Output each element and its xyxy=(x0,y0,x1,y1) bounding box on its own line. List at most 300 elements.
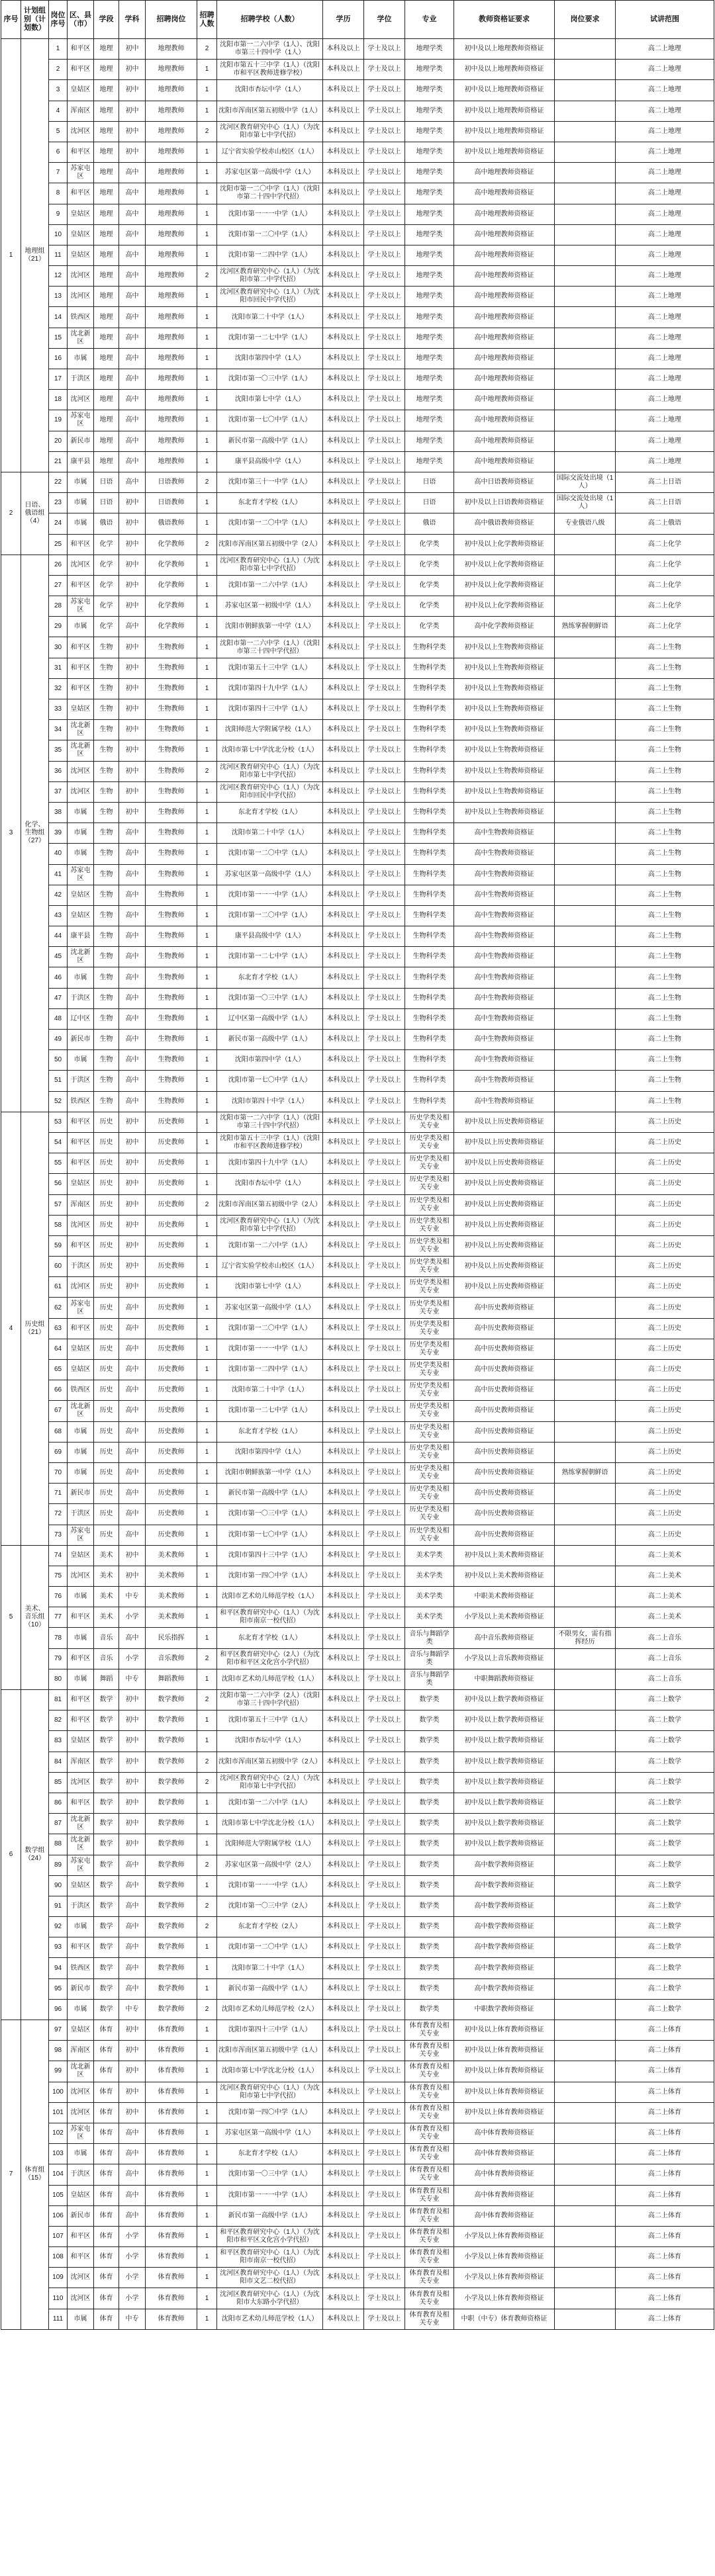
district-cell: 和平区 xyxy=(68,1112,94,1132)
district-cell: 苏家屯区 xyxy=(68,596,94,617)
position-cell: 化学教师 xyxy=(146,617,197,637)
school-cell: 沈阳市第四十中学（1人） xyxy=(217,1091,323,1112)
position-cell: 体育教师 xyxy=(146,2185,197,2205)
major-cell: 美术学类 xyxy=(405,1545,454,1566)
post-no-cell: 16 xyxy=(49,348,68,369)
requirement-cell xyxy=(555,431,616,451)
table-row xyxy=(1,101,714,121)
requirement-cell xyxy=(555,823,616,844)
degree-cell: 学士及以上 xyxy=(364,348,405,369)
district-cell: 沈河区 xyxy=(68,2102,94,2123)
subject-cell: 地理 xyxy=(94,142,119,162)
lecture-scope-cell: 高二上体育 xyxy=(616,2309,714,2329)
major-cell: 音乐与舞蹈学类 xyxy=(405,1669,454,1689)
degree-cell: 学士及以上 xyxy=(364,555,405,575)
lecture-scope-cell: 高二上生物 xyxy=(616,1091,714,1112)
stage-cell: 高中 xyxy=(119,1030,146,1050)
position-cell: 历史教师 xyxy=(146,1525,197,1545)
subject-cell: 历史 xyxy=(94,1318,119,1339)
table-row xyxy=(1,720,714,740)
district-cell: 和平区 xyxy=(68,534,94,555)
stage-cell: 高中 xyxy=(119,307,146,328)
certificate-cell: 高中地理教师资格证 xyxy=(454,451,555,472)
school-cell: 沈阳市第一〇三中学（1人） xyxy=(217,988,323,1008)
lecture-scope-cell: 高二上历史 xyxy=(616,1277,714,1298)
headcount-cell: 1 xyxy=(197,328,217,348)
post-no-cell: 63 xyxy=(49,1318,68,1339)
subject-cell: 音乐 xyxy=(94,1648,119,1669)
lecture-scope-cell: 高二上历史 xyxy=(616,1112,714,1132)
post-no-cell: 60 xyxy=(49,1257,68,1277)
degree-cell: 学士及以上 xyxy=(364,1380,405,1401)
table-row xyxy=(1,905,714,926)
post-no-cell: 56 xyxy=(49,1174,68,1194)
position-cell: 生物教师 xyxy=(146,761,197,781)
school-cell: 沈阳市第七中学沈北分校（1人） xyxy=(217,1814,323,1834)
certificate-cell: 初中及以上地理教师资格证 xyxy=(454,142,555,162)
district-cell: 皇姑区 xyxy=(68,224,94,245)
lecture-scope-cell: 高二上数学 xyxy=(616,1834,714,1855)
degree-cell: 学士及以上 xyxy=(364,1896,405,1916)
headcount-cell: 1 xyxy=(197,947,217,967)
stage-cell: 高中 xyxy=(119,410,146,431)
headcount-cell: 1 xyxy=(197,1050,217,1071)
lecture-scope-cell: 高二上体育 xyxy=(616,2205,714,2226)
post-no-cell: 35 xyxy=(49,740,68,761)
major-cell: 生物科学类 xyxy=(405,1050,454,1071)
position-cell: 日语教师 xyxy=(146,493,197,513)
lecture-scope-cell: 高二上体育 xyxy=(616,2123,714,2143)
certificate-cell: 初中及以上地理教师资格证 xyxy=(454,39,555,60)
school-cell: 沈阳市第四中学（1人） xyxy=(217,348,323,369)
requirement-cell xyxy=(555,1298,616,1318)
table-row xyxy=(1,2123,714,2143)
requirement-cell xyxy=(555,555,616,575)
major-cell: 体育教育及相关专业 xyxy=(405,2144,454,2164)
subject-cell: 生物 xyxy=(94,761,119,781)
headcount-cell: 1 xyxy=(197,2144,217,2164)
table-row xyxy=(1,163,714,183)
table-row xyxy=(1,1690,714,1710)
headcount-cell: 2 xyxy=(197,472,217,492)
table-row xyxy=(1,451,714,472)
major-cell: 数学类 xyxy=(405,1772,454,1793)
lecture-scope-cell: 高二上历史 xyxy=(616,1194,714,1215)
table-row xyxy=(1,2020,714,2041)
certificate-cell: 高中历史教师资格证 xyxy=(454,1525,555,1545)
position-cell: 生物教师 xyxy=(146,988,197,1008)
major-cell: 生物科学类 xyxy=(405,926,454,947)
headcount-cell: 1 xyxy=(197,1421,217,1442)
stage-cell: 初中 xyxy=(119,2102,146,2123)
certificate-cell: 小学及以上音乐教师资格证 xyxy=(454,1648,555,1669)
education-cell: 本科及以上 xyxy=(323,1360,364,1380)
position-cell: 化学教师 xyxy=(146,555,197,575)
subject-cell: 地理 xyxy=(94,163,119,183)
certificate-cell: 初中及以上体育教师资格证 xyxy=(454,2082,555,2102)
post-no-cell: 37 xyxy=(49,781,68,802)
subject-cell: 生物 xyxy=(94,678,119,699)
table-row xyxy=(1,1153,714,1174)
headcount-cell: 1 xyxy=(197,1360,217,1380)
degree-cell: 学士及以上 xyxy=(364,1339,405,1359)
school-cell: 沈阳市浑南区第五初级中学（2人） xyxy=(217,1752,323,1772)
subject-cell: 体育 xyxy=(94,2102,119,2123)
district-cell: 苏家屯区 xyxy=(68,1298,94,1318)
position-cell: 化学教师 xyxy=(146,596,197,617)
stage-cell: 初中 xyxy=(119,1112,146,1132)
position-cell: 地理教师 xyxy=(146,183,197,204)
table-row xyxy=(1,1937,714,1958)
subject-cell: 数学 xyxy=(94,1896,119,1916)
education-cell: 本科及以上 xyxy=(323,844,364,864)
lecture-scope-cell: 高二上数学 xyxy=(616,1917,714,1937)
degree-cell: 学士及以上 xyxy=(364,1215,405,1235)
district-cell: 苏家屯区 xyxy=(68,163,94,183)
headcount-cell: 1 xyxy=(197,369,217,390)
education-cell: 本科及以上 xyxy=(323,2102,364,2123)
subject-cell: 生物 xyxy=(94,988,119,1008)
post-no-cell: 18 xyxy=(49,390,68,410)
district-cell: 市属 xyxy=(68,617,94,637)
post-no-cell: 96 xyxy=(49,1999,68,2020)
headcount-cell: 1 xyxy=(197,1504,217,1525)
education-cell: 本科及以上 xyxy=(323,1504,364,1525)
major-cell: 生物科学类 xyxy=(405,720,454,740)
headcount-cell: 1 xyxy=(197,2268,217,2288)
school-cell: 沈阳市第七中学沈北分校（1人） xyxy=(217,740,323,761)
district-cell: 新民市 xyxy=(68,1484,94,1504)
district-cell: 和平区 xyxy=(68,142,94,162)
requirement-cell xyxy=(555,844,616,864)
degree-cell: 学士及以上 xyxy=(364,1814,405,1834)
post-no-cell: 74 xyxy=(49,1545,68,1566)
certificate-cell: 高中生物教师资格证 xyxy=(454,947,555,967)
district-cell: 浑南区 xyxy=(68,101,94,121)
district-cell: 康平县 xyxy=(68,451,94,472)
lecture-scope-cell: 高二上数学 xyxy=(616,1978,714,1999)
table-row xyxy=(1,2288,714,2309)
certificate-cell: 高中地理教师资格证 xyxy=(454,245,555,265)
table-row xyxy=(1,2205,714,2226)
education-cell: 本科及以上 xyxy=(323,1545,364,1566)
subject-cell: 历史 xyxy=(94,1484,119,1504)
requirement-cell xyxy=(555,699,616,720)
subject-cell: 体育 xyxy=(94,2082,119,2102)
requirement-cell: 国际交流处出境（1人） xyxy=(555,493,616,513)
major-cell: 生物科学类 xyxy=(405,1008,454,1029)
major-cell: 生物科学类 xyxy=(405,967,454,988)
degree-cell: 学士及以上 xyxy=(364,1648,405,1669)
education-cell: 本科及以上 xyxy=(323,1421,364,1442)
certificate-cell: 高中数学教师资格证 xyxy=(454,1958,555,1978)
certificate-cell: 高中生物教师资格证 xyxy=(454,1091,555,1112)
education-cell: 本科及以上 xyxy=(323,1607,364,1628)
requirement-cell xyxy=(555,1896,616,1916)
subject-cell: 数学 xyxy=(94,1690,119,1710)
education-cell: 本科及以上 xyxy=(323,1442,364,1462)
district-cell: 和平区 xyxy=(68,658,94,678)
major-cell: 数学类 xyxy=(405,1690,454,1710)
table-row xyxy=(1,2102,714,2123)
requirement-cell xyxy=(555,1875,616,1896)
position-cell: 数学教师 xyxy=(146,1896,197,1916)
school-cell: 沈阳市浑南区第五初级中学（2人） xyxy=(217,534,323,555)
lecture-scope-cell: 高二上生物 xyxy=(616,761,714,781)
degree-cell: 学士及以上 xyxy=(364,2268,405,2288)
subject-cell: 美术 xyxy=(94,1545,119,1566)
major-cell: 美术学类 xyxy=(405,1607,454,1628)
education-cell: 本科及以上 xyxy=(323,1793,364,1813)
position-cell: 体育教师 xyxy=(146,2041,197,2061)
degree-cell: 学士及以上 xyxy=(364,224,405,245)
requirement-cell xyxy=(555,1050,616,1071)
subject-cell: 历史 xyxy=(94,1132,119,1153)
certificate-cell: 初中及以上数学教师资格证 xyxy=(454,1772,555,1793)
education-cell: 本科及以上 xyxy=(323,1462,364,1483)
stage-cell: 高中 xyxy=(119,864,146,885)
requirement-cell xyxy=(555,1793,616,1813)
post-no-cell: 43 xyxy=(49,905,68,926)
major-cell: 地理学类 xyxy=(405,410,454,431)
headcount-cell: 1 xyxy=(197,2061,217,2082)
lecture-scope-cell: 高二上体育 xyxy=(616,2185,714,2205)
school-cell: 沈阳市朝鲜族第一中学（1人） xyxy=(217,617,323,637)
requirement-cell xyxy=(555,1215,616,1235)
education-cell: 本科及以上 xyxy=(323,1896,364,1916)
table-row xyxy=(1,1628,714,1648)
degree-cell: 学士及以上 xyxy=(364,2020,405,2041)
school-cell: 东北育才学校（1人） xyxy=(217,1421,323,1442)
school-cell: 沈阳市第一四〇中学（1人） xyxy=(217,1566,323,1586)
district-cell: 沈河区 xyxy=(68,1215,94,1235)
requirement-cell xyxy=(555,369,616,390)
table-row xyxy=(1,2082,714,2102)
degree-cell: 学士及以上 xyxy=(364,844,405,864)
subject-cell: 生物 xyxy=(94,926,119,947)
table-row xyxy=(1,1958,714,1978)
certificate-cell: 高中地理教师资格证 xyxy=(454,287,555,307)
degree-cell: 学士及以上 xyxy=(364,183,405,204)
major-cell: 生物科学类 xyxy=(405,1091,454,1112)
table-row xyxy=(1,369,714,390)
requirement-cell xyxy=(555,988,616,1008)
lecture-scope-cell: 高二上地理 xyxy=(616,60,714,80)
post-no-cell: 45 xyxy=(49,947,68,967)
district-cell: 沈河区 xyxy=(68,555,94,575)
district-cell: 沈河区 xyxy=(68,2288,94,2309)
major-cell: 化学类 xyxy=(405,596,454,617)
school-cell: 沈阳市第一〇三中学（1人） xyxy=(217,1504,323,1525)
school-cell: 沈阳市艺术幼儿师范学校（1人） xyxy=(217,1669,323,1689)
certificate-cell: 高中历史教师资格证 xyxy=(454,1298,555,1318)
education-cell: 本科及以上 xyxy=(323,802,364,822)
post-no-cell: 34 xyxy=(49,720,68,740)
headcount-cell: 1 xyxy=(197,617,217,637)
table-row xyxy=(1,596,714,617)
position-cell: 美术教师 xyxy=(146,1566,197,1586)
education-cell: 本科及以上 xyxy=(323,2020,364,2041)
post-no-cell: 25 xyxy=(49,534,68,555)
headcount-cell: 1 xyxy=(197,1030,217,1050)
school-cell: 东北育才学校（1人） xyxy=(217,1628,323,1648)
certificate-cell: 高中俄语教师资格证 xyxy=(454,513,555,534)
education-cell: 本科及以上 xyxy=(323,513,364,534)
table-row xyxy=(1,1793,714,1813)
table-row xyxy=(1,637,714,658)
post-no-cell: 46 xyxy=(49,967,68,988)
requirement-cell xyxy=(555,1071,616,1091)
stage-cell: 高中 xyxy=(119,1091,146,1112)
position-cell: 生物教师 xyxy=(146,802,197,822)
education-cell: 本科及以上 xyxy=(323,1917,364,1937)
certificate-cell: 小学及以上体育教师资格证 xyxy=(454,2226,555,2246)
headcount-cell: 1 xyxy=(197,1978,217,1999)
post-no-cell: 4 xyxy=(49,101,68,121)
district-cell: 和平区 xyxy=(68,1607,94,1628)
degree-cell: 学士及以上 xyxy=(364,967,405,988)
certificate-cell: 初中及以上数学教师资格证 xyxy=(454,1710,555,1731)
subject-cell: 体育 xyxy=(94,2247,119,2268)
major-cell: 地理学类 xyxy=(405,348,454,369)
major-cell: 历史学类及相关专业 xyxy=(405,1462,454,1483)
lecture-scope-cell: 高二上数学 xyxy=(616,1731,714,1752)
certificate-cell: 中职美术教师资格证 xyxy=(454,1587,555,1607)
headcount-cell: 1 xyxy=(197,967,217,988)
education-cell: 本科及以上 xyxy=(323,637,364,658)
district-cell: 市属 xyxy=(68,1442,94,1462)
lecture-scope-cell: 高二上化学 xyxy=(616,534,714,555)
stage-cell: 初中 xyxy=(119,142,146,162)
requirement-cell xyxy=(555,2309,616,2329)
certificate-cell: 初中及以上化学教师资格证 xyxy=(454,534,555,555)
degree-cell: 学士及以上 xyxy=(364,513,405,534)
table-row xyxy=(1,1298,714,1318)
post-no-cell: 79 xyxy=(49,1648,68,1669)
district-cell: 和平区 xyxy=(68,1937,94,1958)
major-cell: 生物科学类 xyxy=(405,988,454,1008)
headcount-cell: 1 xyxy=(197,245,217,265)
post-no-cell: 48 xyxy=(49,1008,68,1029)
district-cell: 和平区 xyxy=(68,2226,94,2246)
lecture-scope-cell: 高二上生物 xyxy=(616,740,714,761)
major-cell: 数学类 xyxy=(405,1917,454,1937)
certificate-cell: 高中生物教师资格证 xyxy=(454,823,555,844)
requirement-cell xyxy=(555,905,616,926)
stage-cell: 高中 xyxy=(119,1978,146,1999)
lecture-scope-cell: 高二上音乐 xyxy=(616,1669,714,1689)
table-row xyxy=(1,1772,714,1793)
major-cell: 化学类 xyxy=(405,575,454,596)
headcount-cell: 2 xyxy=(197,39,217,60)
district-cell: 浑南区 xyxy=(68,1194,94,1215)
education-cell: 本科及以上 xyxy=(323,2144,364,2164)
requirement-cell xyxy=(555,1752,616,1772)
district-cell: 和平区 xyxy=(68,1690,94,1710)
stage-cell: 高中 xyxy=(119,328,146,348)
degree-cell: 学士及以上 xyxy=(364,617,405,637)
table-row xyxy=(1,1071,714,1091)
lecture-scope-cell: 高二上地理 xyxy=(616,224,714,245)
degree-cell: 学士及以上 xyxy=(364,1999,405,2020)
position-cell: 历史教师 xyxy=(146,1257,197,1277)
district-cell: 于洪区 xyxy=(68,1504,94,1525)
certificate-cell: 高中历史教师资格证 xyxy=(454,1484,555,1504)
group-name-cell: 数学组（24） xyxy=(21,1690,49,2020)
lecture-scope-cell: 高二上生物 xyxy=(616,905,714,926)
certificate-cell: 高中地理教师资格证 xyxy=(454,224,555,245)
school-cell: 新民市第一高级中学（1人） xyxy=(217,1484,323,1504)
headcount-cell: 1 xyxy=(197,2205,217,2226)
post-no-cell: 33 xyxy=(49,699,68,720)
stage-cell: 初中 xyxy=(119,1731,146,1752)
post-no-cell: 19 xyxy=(49,410,68,431)
certificate-cell: 中职（中专）体育教师资格证 xyxy=(454,2309,555,2329)
district-cell: 皇姑区 xyxy=(68,245,94,265)
school-cell: 沈阳市艺术幼儿师范学校（1人） xyxy=(217,1587,323,1607)
certificate-cell: 高中数学教师资格证 xyxy=(454,1937,555,1958)
position-cell: 体育教师 xyxy=(146,2309,197,2329)
headcount-cell: 1 xyxy=(197,1587,217,1607)
lecture-scope-cell: 高二上地理 xyxy=(616,390,714,410)
table-row xyxy=(1,2268,714,2288)
headcount-cell: 1 xyxy=(197,720,217,740)
certificate-cell: 初中及以上数学教师资格证 xyxy=(454,1814,555,1834)
district-cell: 和平区 xyxy=(68,1710,94,1731)
education-cell: 本科及以上 xyxy=(323,575,364,596)
requirement-cell: 熟练掌握朝鲜语 xyxy=(555,617,616,637)
lecture-scope-cell: 高二上生物 xyxy=(616,988,714,1008)
requirement-cell xyxy=(555,658,616,678)
requirement-cell xyxy=(555,2288,616,2309)
headcount-cell: 1 xyxy=(197,60,217,80)
post-no-cell: 36 xyxy=(49,761,68,781)
certificate-cell: 初中及以上日语教师资格证 xyxy=(454,493,555,513)
certificate-cell: 中职舞蹈教师资格证 xyxy=(454,1669,555,1689)
requirement-cell xyxy=(555,926,616,947)
table-row xyxy=(1,266,714,287)
school-cell: 沈阳市第一二〇中学（1人） xyxy=(217,1937,323,1958)
major-cell: 数学类 xyxy=(405,1978,454,1999)
degree-cell: 学士及以上 xyxy=(364,699,405,720)
certificate-cell: 初中及以上体育教师资格证 xyxy=(454,2102,555,2123)
position-cell: 数学教师 xyxy=(146,1999,197,2020)
district-cell: 市属 xyxy=(68,823,94,844)
post-no-cell: 76 xyxy=(49,1587,68,1607)
subject-cell: 生物 xyxy=(94,802,119,822)
certificate-cell: 高中数学教师资格证 xyxy=(454,1875,555,1896)
lecture-scope-cell: 高二上历史 xyxy=(616,1257,714,1277)
school-cell: 沈阳市第一一一中学（1人） xyxy=(217,2185,323,2205)
major-cell: 历史学类及相关专业 xyxy=(405,1215,454,1235)
certificate-cell: 高中地理教师资格证 xyxy=(454,410,555,431)
lecture-scope-cell: 高二上数学 xyxy=(616,1793,714,1813)
stage-cell: 高中 xyxy=(119,348,146,369)
requirement-cell xyxy=(555,1999,616,2020)
major-cell: 历史学类及相关专业 xyxy=(405,1277,454,1298)
header-cell: 序号 xyxy=(1,1,21,39)
subject-cell: 生物 xyxy=(94,740,119,761)
lecture-scope-cell: 高二上音乐 xyxy=(616,1628,714,1648)
lecture-scope-cell: 高二上地理 xyxy=(616,121,714,142)
education-cell: 本科及以上 xyxy=(323,1257,364,1277)
major-cell: 体育教育及相关专业 xyxy=(405,2268,454,2288)
certificate-cell: 高中生物教师资格证 xyxy=(454,967,555,988)
subject-cell: 生物 xyxy=(94,823,119,844)
major-cell: 地理学类 xyxy=(405,307,454,328)
major-cell: 体育教育及相关专业 xyxy=(405,2164,454,2185)
post-no-cell: 57 xyxy=(49,1194,68,1215)
